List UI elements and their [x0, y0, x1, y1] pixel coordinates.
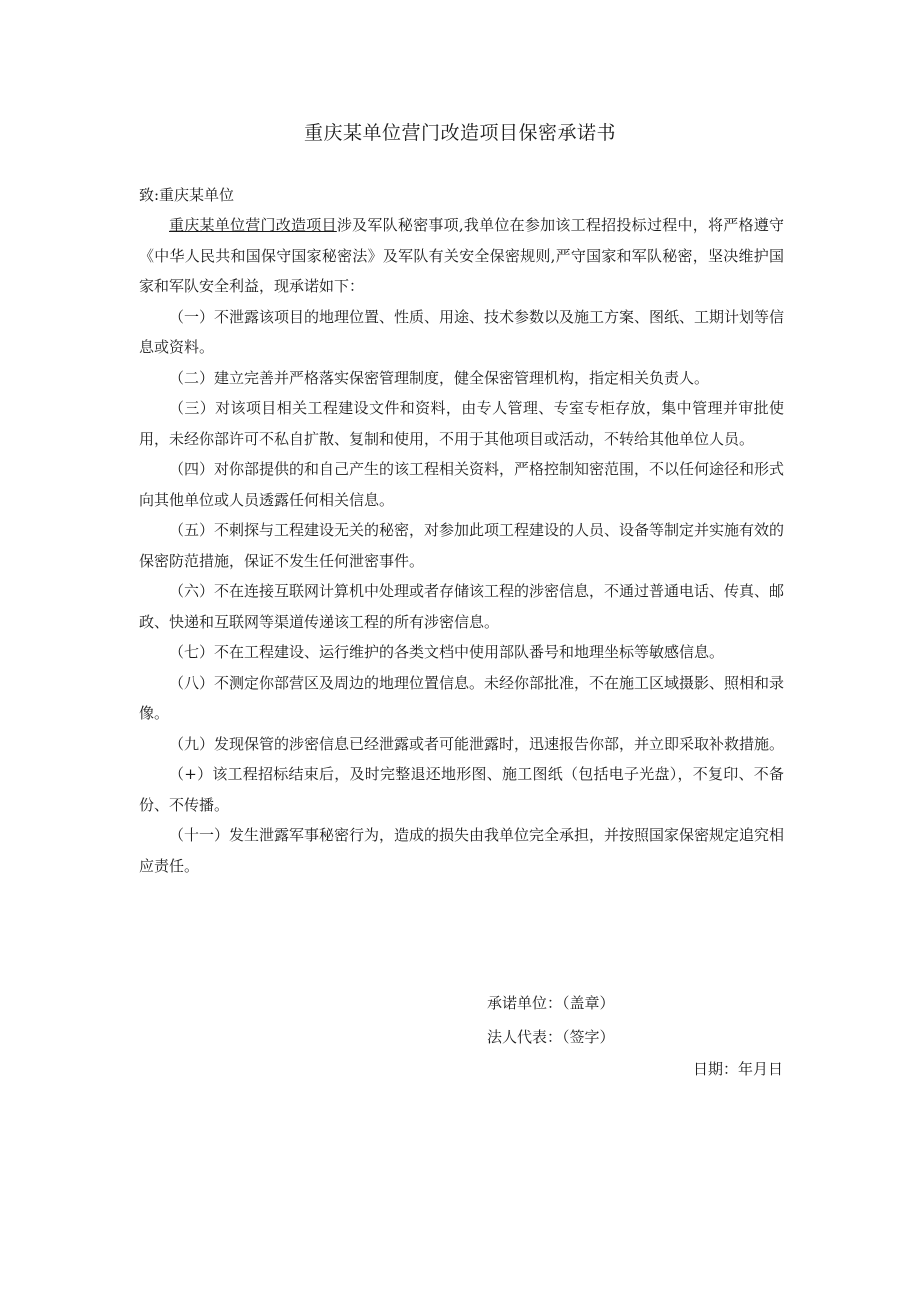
- signature-unit: 承诺单位：（盖章）: [487, 994, 615, 1012]
- clause-7: （七）不在工程建设、运行维护的各类文档中使用部队番号和地理坐标等敏感信息。: [169, 643, 725, 661]
- intro-text: 涉及军队秘密事项,我单位在参加该工程招投标过程中，将严格遵守《中华人民共和国保守国家秘密法》及军队有关安全保密规则,严守国家和军队秘密，坚决维护国家和军队安全利益，现承诺如下：: [139, 216, 784, 295]
- signature-date: 日期：年月日: [692, 1060, 783, 1078]
- clause-2: （二）建立完善并严格落实保密管理制度，健全保密管理机构，指定相关负责人。: [169, 368, 710, 387]
- intro-paragraph: [139, 210, 784, 302]
- clause-4: （四）对你部提供的和自己产生的该工程相关资料，严格控制知密范围，不以任何途径和形式向其他单位或人员透露任何相关信息。: [139, 460, 785, 509]
- clause-1: （一）不泄露该项目的地理位置、性质、用途、技术参数以及施工方案、图纸、工期计划等信息或资料。: [139, 307, 785, 356]
- document-body: [139, 210, 784, 881]
- clause-11: （十一）发生泄露军事秘密行为，造成的损失由我单位完全承担，并按照国家保密规定追究相应责任。: [139, 826, 785, 875]
- clause-10: （+）该工程招标结束后，及时完整退还地形图、施工图纸（包括电子光盘），不复印、不备份、不传播。: [139, 765, 784, 814]
- addressee: 致:重庆某单位: [139, 186, 235, 204]
- project-name: 重庆某单位营门改造项目: [169, 216, 337, 234]
- document-title: 重庆某单位营门改造项目保密承诺书: [303, 122, 616, 144]
- clause-5: （五）不刺探与工程建设无关的秘密，对参加此项工程建设的人员、设备等制定并实施有效的保密防范措施，保证不发生任何泄密事件。: [139, 521, 785, 570]
- clause-8: （八）不测定你部营区及周边的地理位置信息。未经你部批准，不在施工区域摄影、照相和录像。: [139, 673, 785, 722]
- clause-6: （六）不在连接互联网计算机中处理或者存储该工程的涉密信息，不通过普通电话、传真、邮政、快递和互联网等渠道传递该工程的所有涉密信息。: [139, 582, 785, 631]
- clause-9: （九）发现保管的涉密信息已经泄露或者可能泄露时，迅速报告你部，并立即采取补救措施。: [169, 734, 785, 753]
- clause-3: （三）对该项目相关工程建设文件和资料，由专人管理、专室专柜存放，集中管理并审批使用，未经你部许可不私自扩散、复制和使用，不用于其他项目或活动，不转给其他单位人员。: [139, 399, 784, 448]
- signature-representative: 法人代表：（签字）: [487, 1028, 615, 1046]
